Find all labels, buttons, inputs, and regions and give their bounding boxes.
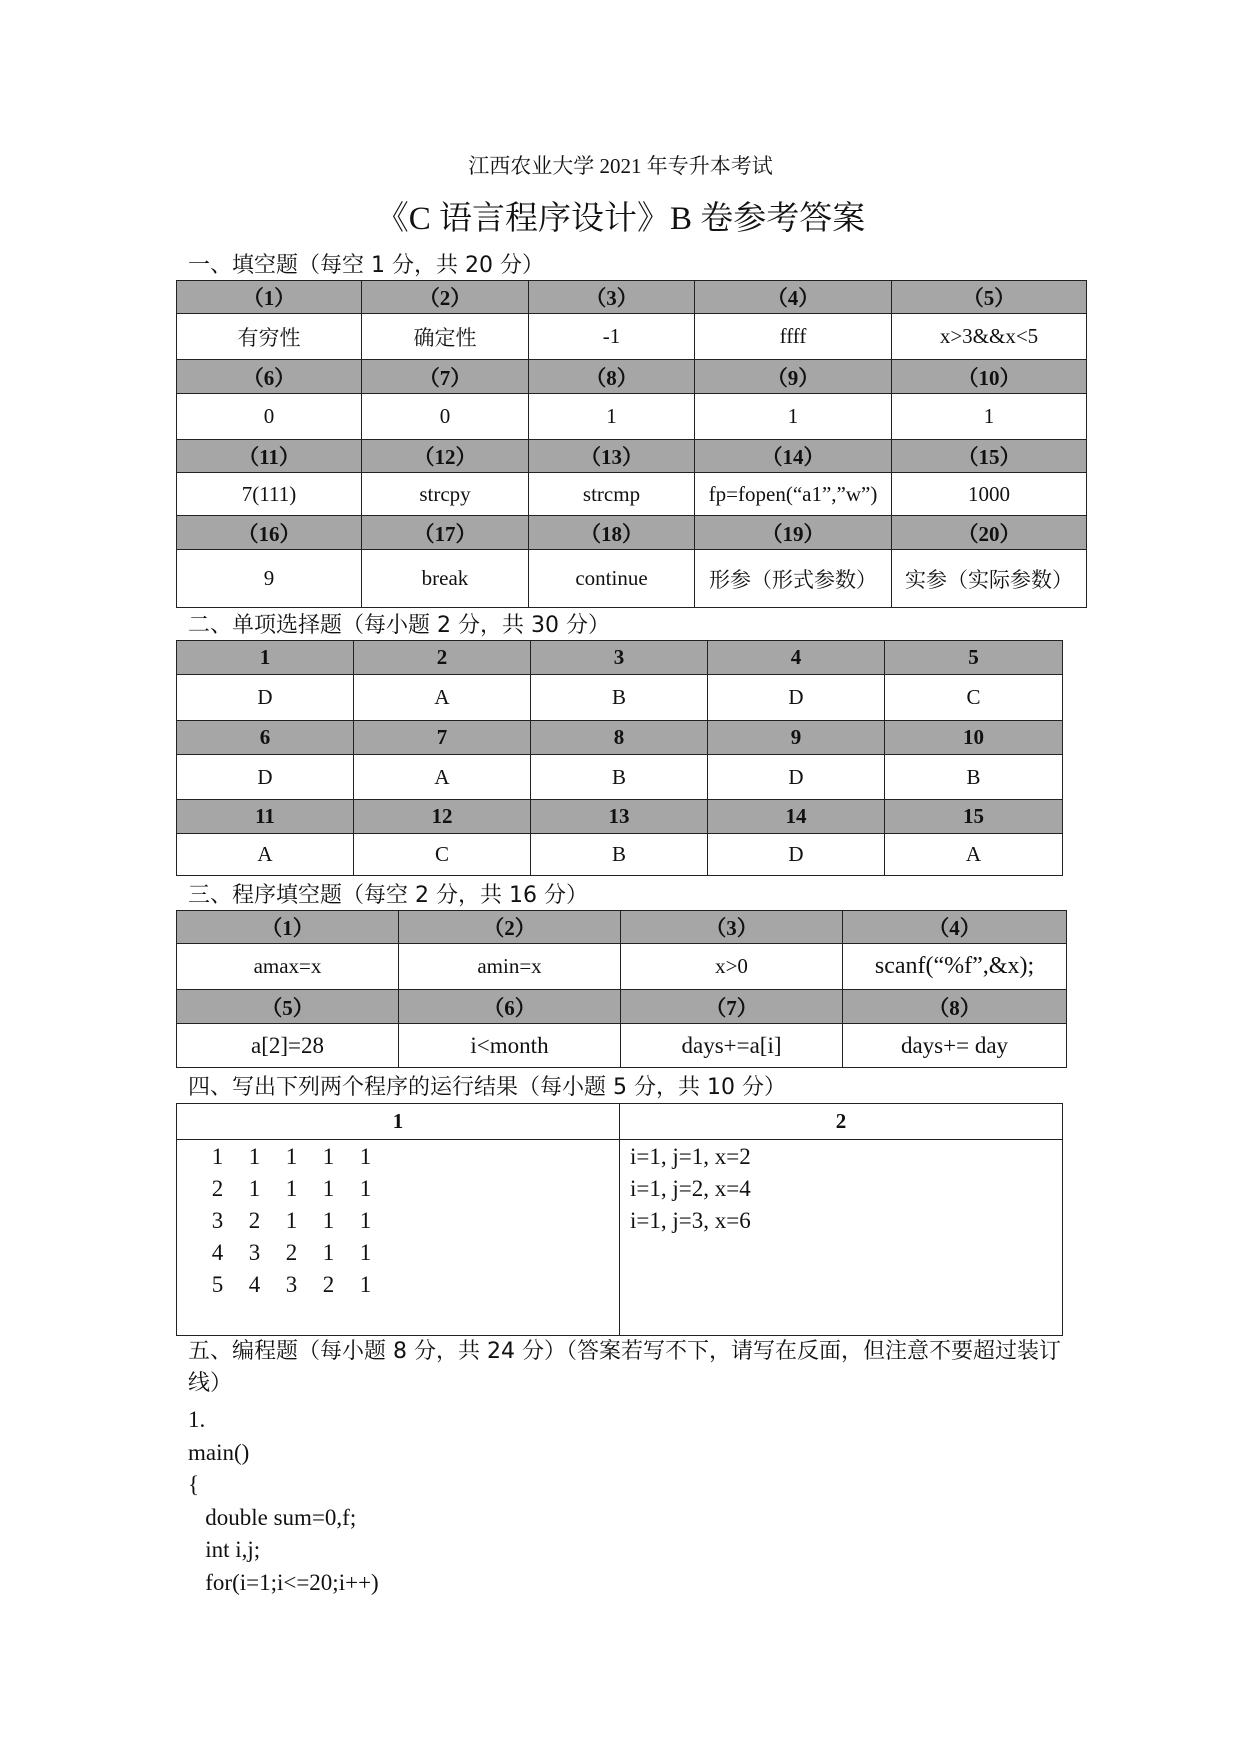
matrix-cell: 3 bbox=[248, 1240, 261, 1265]
blank-label: （7） bbox=[621, 990, 843, 1024]
answer-row bbox=[177, 675, 1063, 721]
blank-label: （2） bbox=[399, 911, 621, 944]
code-line: 1. bbox=[188, 1407, 206, 1432]
question-number: 4 bbox=[708, 641, 885, 675]
matrix-line bbox=[199, 1141, 619, 1173]
label-row bbox=[177, 281, 1087, 314]
answer-key-title: 《C 语言程序设计》B 卷参考答案 bbox=[375, 201, 866, 237]
choice-answer: A bbox=[354, 755, 531, 800]
blank-label: （20） bbox=[892, 516, 1087, 550]
code-answer: x>0 bbox=[621, 944, 843, 990]
code-answer: a[2]=28 bbox=[177, 1024, 399, 1068]
matrix-cell: 1 bbox=[322, 1144, 335, 1169]
blank-label: （13） bbox=[529, 440, 695, 473]
multiple-choice-answer-table bbox=[176, 640, 1063, 876]
blank-answer: strcmp bbox=[529, 473, 695, 516]
matrix-cell: 4 bbox=[211, 1240, 224, 1265]
label-row bbox=[177, 440, 1087, 473]
blank-label: （5） bbox=[177, 990, 399, 1024]
question-number: 1 bbox=[177, 641, 354, 675]
blank-answer: x>3&&x<5 bbox=[892, 314, 1087, 360]
blank-label: （9） bbox=[695, 360, 892, 394]
label-row bbox=[177, 990, 1067, 1024]
blank-answer: break bbox=[362, 550, 529, 608]
blank-label: （19） bbox=[695, 516, 892, 550]
choice-answer: A bbox=[354, 675, 531, 721]
matrix-line bbox=[199, 1269, 619, 1301]
question-number: 12 bbox=[354, 800, 531, 834]
section1-heading: 一、填空题（每空 1 分，共 20 分） bbox=[188, 253, 544, 278]
exam-subtitle: 江西农业大学 2021 年专升本考试 bbox=[468, 154, 773, 178]
blank-label: （12） bbox=[362, 440, 529, 473]
column-label: 1 bbox=[177, 1104, 620, 1140]
label-row bbox=[177, 360, 1087, 394]
matrix-cell: 1 bbox=[359, 1144, 372, 1169]
blank-answer: 形参（形式参数） bbox=[695, 550, 892, 608]
blank-label: （15） bbox=[892, 440, 1087, 473]
choice-answer: D bbox=[708, 834, 885, 876]
matrix-cell: 1 bbox=[211, 1144, 224, 1169]
fill-blank-answer-table bbox=[176, 280, 1087, 608]
matrix-cell: 3 bbox=[211, 1208, 224, 1233]
choice-answer: B bbox=[531, 675, 708, 721]
blank-label: （1） bbox=[177, 911, 399, 944]
label-row bbox=[177, 800, 1063, 834]
code-answer: scanf(“%f”,&x); bbox=[843, 944, 1067, 990]
section4-heading: 四、写出下列两个程序的运行结果（每小题 5 分，共 10 分） bbox=[188, 1075, 786, 1100]
matrix-cell: 1 bbox=[248, 1176, 261, 1201]
matrix-cell: 5 bbox=[211, 1272, 224, 1297]
choice-answer: D bbox=[708, 755, 885, 800]
answer-row bbox=[177, 473, 1087, 516]
blank-label: （1） bbox=[177, 281, 362, 314]
program1-output bbox=[177, 1140, 620, 1336]
answer-row bbox=[177, 1024, 1067, 1068]
blank-answer: continue bbox=[529, 550, 695, 608]
matrix-cell: 1 bbox=[248, 1144, 261, 1169]
choice-answer: C bbox=[354, 834, 531, 876]
choice-answer: A bbox=[177, 834, 354, 876]
question-number: 6 bbox=[177, 721, 354, 755]
blank-label: （14） bbox=[695, 440, 892, 473]
matrix-cell: 1 bbox=[322, 1240, 335, 1265]
matrix-cell: 1 bbox=[359, 1272, 372, 1297]
blank-answer: 9 bbox=[177, 550, 362, 608]
question-number: 10 bbox=[885, 721, 1063, 755]
matrix-cell: 2 bbox=[285, 1240, 298, 1265]
answer-row bbox=[177, 550, 1087, 608]
output-line: i=1, j=2, x=4 bbox=[630, 1176, 751, 1201]
matrix-cell: 2 bbox=[211, 1176, 224, 1201]
matrix-cell: 1 bbox=[359, 1208, 372, 1233]
code-answer: i<month bbox=[399, 1024, 621, 1068]
header-row bbox=[177, 1104, 1063, 1140]
code-listing bbox=[188, 1404, 379, 1599]
section2-heading: 二、单项选择题（每小题 2 分，共 30 分） bbox=[188, 613, 610, 638]
question-number: 5 bbox=[885, 641, 1063, 675]
answer-row bbox=[177, 944, 1067, 990]
choice-answer: D bbox=[708, 675, 885, 721]
blank-label: （3） bbox=[621, 911, 843, 944]
code-line: main() bbox=[188, 1439, 250, 1465]
code-line: { bbox=[188, 1472, 200, 1497]
blank-answer: ffff bbox=[695, 314, 892, 360]
run-result-table bbox=[176, 1103, 1063, 1336]
result-row bbox=[177, 1140, 1063, 1336]
matrix-cell: 2 bbox=[322, 1272, 335, 1297]
blank-label: （6） bbox=[399, 990, 621, 1024]
question-number: 3 bbox=[531, 641, 708, 675]
blank-answer: 1 bbox=[695, 394, 892, 440]
matrix-line bbox=[199, 1205, 619, 1237]
answer-row bbox=[177, 314, 1087, 360]
matrix-cell: 4 bbox=[248, 1272, 261, 1297]
question-number: 14 bbox=[708, 800, 885, 834]
code-line: int i,j; bbox=[188, 1537, 261, 1562]
choice-answer: A bbox=[885, 834, 1063, 876]
blank-label: （8） bbox=[843, 990, 1067, 1024]
matrix-cell: 1 bbox=[322, 1176, 335, 1201]
answer-row bbox=[177, 834, 1063, 876]
output-line: i=1, j=3, x=6 bbox=[630, 1208, 751, 1233]
blank-label: （6） bbox=[177, 360, 362, 394]
code-answer: amin=x bbox=[399, 944, 621, 990]
blank-label: （3） bbox=[529, 281, 695, 314]
question-number: 8 bbox=[531, 721, 708, 755]
blank-answer: 7(111) bbox=[177, 473, 362, 516]
label-row bbox=[177, 911, 1067, 944]
label-row bbox=[177, 641, 1063, 675]
blank-label: （18） bbox=[529, 516, 695, 550]
blank-answer: 1 bbox=[529, 394, 695, 440]
question-number: 7 bbox=[354, 721, 531, 755]
question-number: 2 bbox=[354, 641, 531, 675]
matrix-line bbox=[199, 1173, 619, 1205]
blank-answer: strcpy bbox=[362, 473, 529, 516]
blank-answer: 0 bbox=[362, 394, 529, 440]
output-line: i=1, j=1, x=2 bbox=[630, 1144, 751, 1169]
matrix-cell: 1 bbox=[285, 1208, 298, 1233]
code-answer: days+= day bbox=[843, 1024, 1067, 1068]
blank-label: （2） bbox=[362, 281, 529, 314]
blank-answer: 1 bbox=[892, 394, 1087, 440]
blank-label: （16） bbox=[177, 516, 362, 550]
matrix-cell: 1 bbox=[285, 1176, 298, 1201]
blank-answer: -1 bbox=[529, 314, 695, 360]
answer-row bbox=[177, 755, 1063, 800]
choice-answer: D bbox=[177, 675, 354, 721]
code-line: double sum=0,f; bbox=[188, 1504, 357, 1530]
section5-heading: 五、编程题（每小题 8 分，共 24 分）（答案若写不下，请写在反面，但注意不要超过装订线） bbox=[188, 1339, 1061, 1396]
blank-label: （17） bbox=[362, 516, 529, 550]
column-label: 2 bbox=[620, 1104, 1063, 1140]
matrix-cell: 3 bbox=[285, 1272, 298, 1297]
matrix-cell: 1 bbox=[359, 1176, 372, 1201]
answer-row bbox=[177, 394, 1087, 440]
blank-label: （7） bbox=[362, 360, 529, 394]
choice-answer: B bbox=[531, 755, 708, 800]
matrix-line bbox=[199, 1237, 619, 1269]
blank-answer: 实参（实际参数） bbox=[892, 550, 1087, 608]
blank-answer: 有穷性 bbox=[177, 314, 362, 360]
blank-answer: 1000 bbox=[892, 473, 1087, 516]
question-number: 9 bbox=[708, 721, 885, 755]
matrix-cell: 2 bbox=[248, 1208, 261, 1233]
matrix-cell: 1 bbox=[359, 1240, 372, 1265]
label-row bbox=[177, 721, 1063, 755]
blank-label: （10） bbox=[892, 360, 1087, 394]
code-line: for(i=1;i<=20;i++) bbox=[188, 1569, 379, 1595]
program-fill-answer-table bbox=[176, 910, 1067, 1068]
matrix-cell: 1 bbox=[322, 1208, 335, 1233]
blank-label: （11） bbox=[177, 440, 362, 473]
matrix-cell: 1 bbox=[285, 1144, 298, 1169]
program2-output bbox=[620, 1140, 1063, 1336]
question-number: 11 bbox=[177, 800, 354, 834]
question-number: 13 bbox=[531, 800, 708, 834]
choice-answer: D bbox=[177, 755, 354, 800]
blank-answer: 确定性 bbox=[362, 314, 529, 360]
code-answer: amax=x bbox=[177, 944, 399, 990]
choice-answer: B bbox=[531, 834, 708, 876]
section3-heading: 三、程序填空题（每空 2 分，共 16 分） bbox=[188, 883, 588, 908]
blank-label: （4） bbox=[843, 911, 1067, 944]
blank-label: （4） bbox=[695, 281, 892, 314]
label-row bbox=[177, 516, 1087, 550]
code-answer: days+=a[i] bbox=[621, 1024, 843, 1068]
blank-label: （8） bbox=[529, 360, 695, 394]
blank-answer: 0 bbox=[177, 394, 362, 440]
choice-answer: B bbox=[885, 755, 1063, 800]
question-number: 15 bbox=[885, 800, 1063, 834]
choice-answer: C bbox=[885, 675, 1063, 721]
blank-label: （5） bbox=[892, 281, 1087, 314]
blank-answer: fp=fopen(“a1”,”w”) bbox=[695, 473, 892, 516]
